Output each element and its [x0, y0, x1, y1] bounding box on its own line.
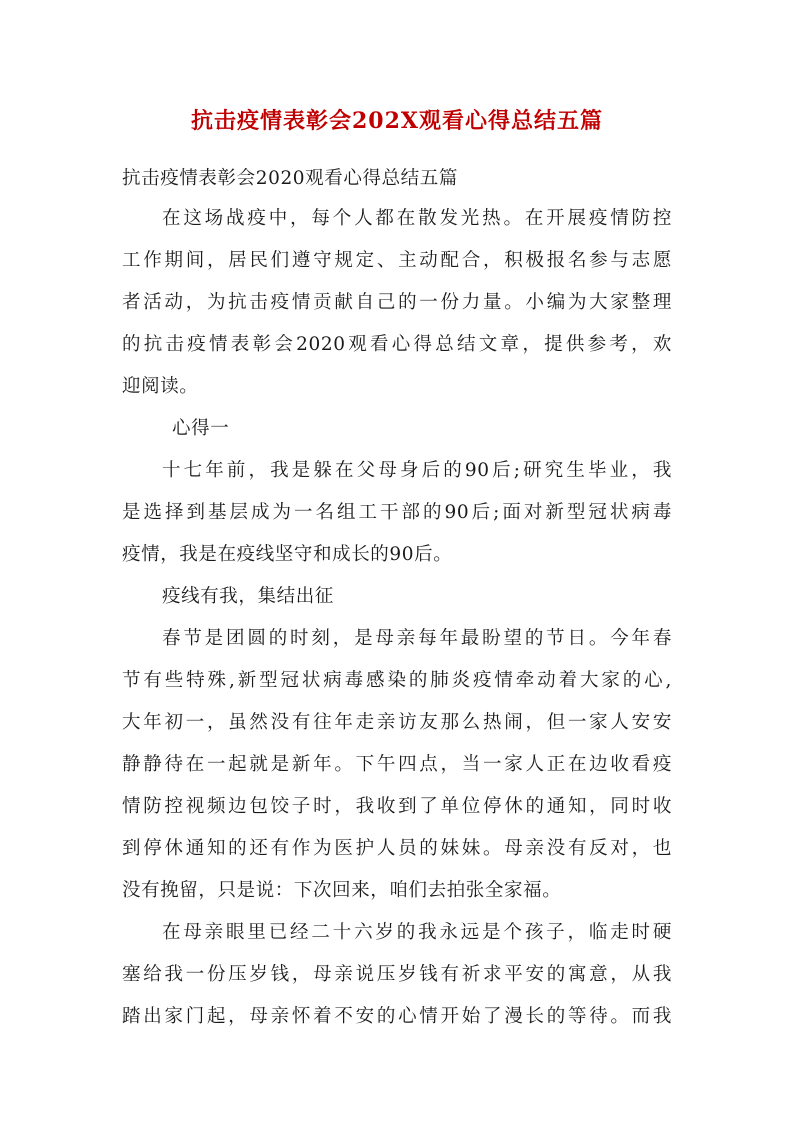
- paragraph-line: 十七年前，我是躲在父母身后的90后;研究生毕业，我: [162, 460, 672, 481]
- paragraph-line: 塞给我一份压岁钱，母亲说压岁钱有祈求平安的寓意，从我: [122, 964, 672, 985]
- paragraph-line: 在母亲眼里已经二十六岁的我永远是个孩子，临走时硬: [162, 922, 672, 943]
- paragraph-line: 没有挽留，只是说：下次回来，咱们去拍张全家福。: [122, 880, 562, 901]
- paragraph-line: 的抗击疫情表彰会2020观看心得总结文章，提供参考，欢: [122, 334, 672, 355]
- paragraph-line: 情防控视频边包饺子时，我收到了单位停休的通知，同时收: [122, 796, 672, 817]
- paragraph-line: 在这场战疫中，每个人都在散发光热。在开展疫情防控: [162, 208, 672, 229]
- paragraph-line: 踏出家门起，母亲怀着不安的心情开始了漫长的等待。而我: [122, 1006, 672, 1027]
- paragraph-line: 迎阅读。: [122, 376, 199, 397]
- section-heading: 疫线有我，集结出征: [162, 586, 334, 607]
- paragraph-line: 大年初一，虽然没有往年走亲访友那么热闹，但一家人安安: [122, 712, 672, 733]
- paragraph-line: 春节是团圆的时刻，是母亲每年最盼望的节日。今年春: [162, 628, 672, 649]
- paragraph-line: 节有些特殊,新型冠状病毒感染的肺炎疫情牵动着大家的心,: [122, 670, 672, 691]
- paragraph-line: 疫情，我是在疫线坚守和成长的90后。: [122, 544, 453, 565]
- paragraph-line: 静静待在一起就是新年。下午四点，当一家人正在边收看疫: [122, 754, 672, 775]
- section-heading: 心得一: [172, 418, 230, 439]
- paragraph-line: 工作期间，居民们遵守规定、主动配合，积极报名参与志愿: [122, 250, 672, 271]
- document-title: 抗击疫情表彰会202X观看心得总结五篇: [191, 108, 603, 134]
- paragraph-line: 是选择到基层成为一名组工干部的90后;面对新型冠状病毒: [122, 502, 672, 523]
- subtitle-line: 抗击疫情表彰会2020观看心得总结五篇: [122, 168, 458, 189]
- paragraph-line: 者活动，为抗击疫情贡献自己的一份力量。小编为大家整理: [122, 292, 672, 313]
- paragraph-line: 到停休通知的还有作为医护人员的妹妹。母亲没有反对，也: [122, 838, 672, 859]
